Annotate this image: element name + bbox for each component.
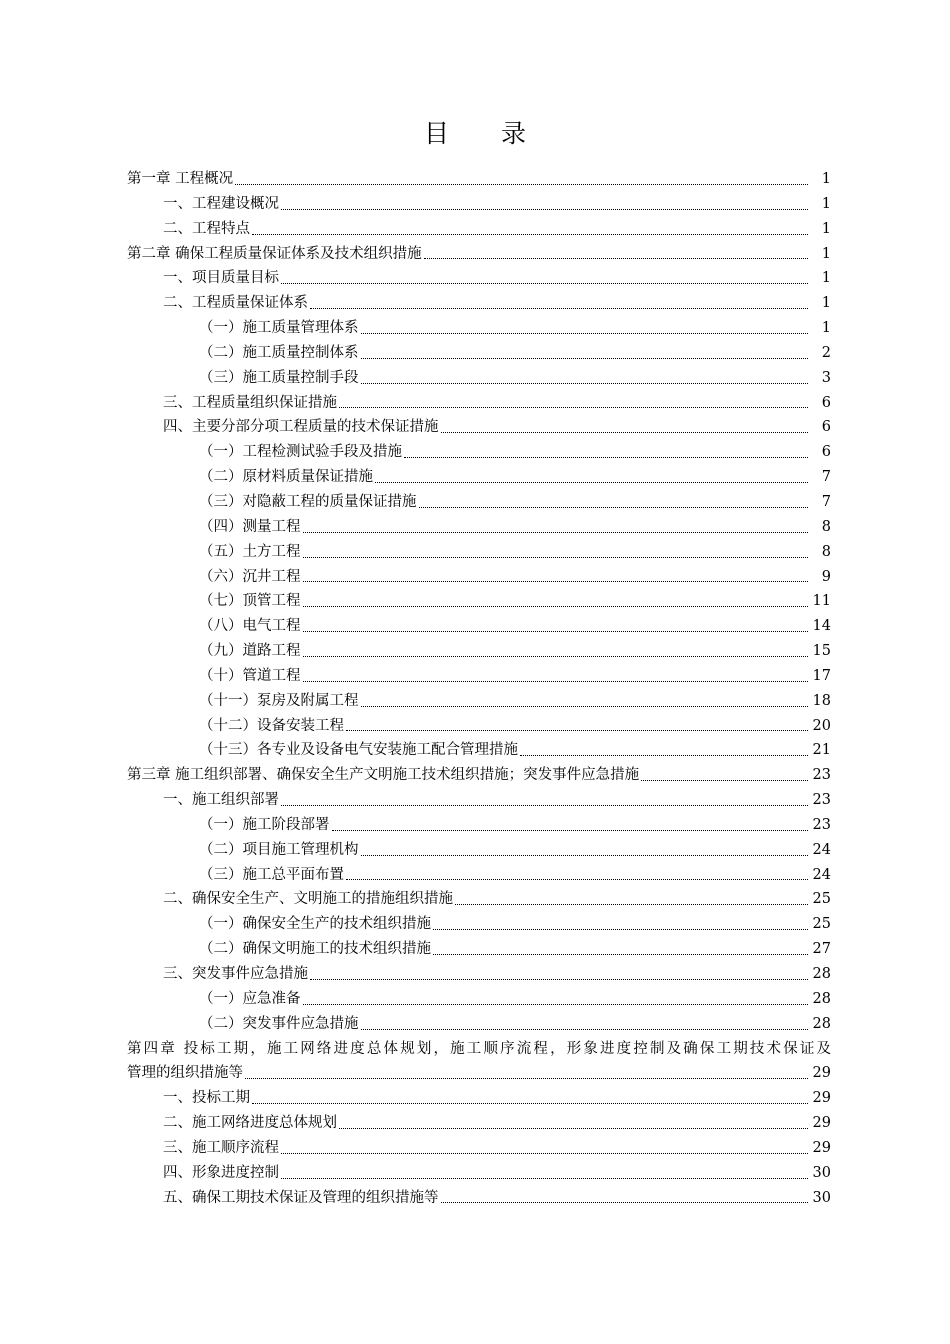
toc-entry[interactable]: [127, 192, 831, 217]
toc-entry[interactable]: [127, 291, 831, 316]
toc-dot-leader: [252, 1103, 808, 1104]
toc-dot-leader: [361, 333, 809, 334]
toc-entry-label: （八）电气工程: [199, 618, 301, 635]
toc-entry-page-number: 3: [821, 369, 831, 386]
toc-dot-leader: [361, 358, 809, 359]
toc-entry-label: 二、施工网络进度总体规划: [163, 1115, 337, 1132]
toc-entry[interactable]: [127, 217, 831, 242]
toc-entry-page-number: 6: [821, 394, 831, 411]
toc-entry-label: 第四章 投标工期，施工网络进度总体规划，施工顺序流程，形象进度控制及确保工期技术保证及: [127, 1040, 831, 1057]
toc-entry-label: 二、确保安全生产、文明施工的措施组织措施: [163, 891, 453, 908]
toc-entry-label: （二）突发事件应急措施: [199, 1015, 359, 1032]
toc-dot-leader: [303, 532, 809, 533]
toc-entry-page-number: 25: [812, 891, 831, 908]
toc-entry[interactable]: [127, 664, 831, 689]
toc-entry-label: （二）确保文明施工的技术组织措施: [199, 941, 431, 958]
toc-dot-leader: [339, 407, 808, 408]
toc-entry-label: 一、项目质量目标: [163, 270, 279, 287]
toc-entry-label: 三、施工顺序流程: [163, 1139, 279, 1156]
toc-entry[interactable]: [127, 242, 831, 267]
toc-entry-page-number: 1: [821, 320, 831, 337]
toc-dot-leader: [281, 209, 808, 210]
toc-entry-label: 二、工程特点: [163, 220, 250, 237]
toc-entry-label: （二）施工质量控制体系: [199, 344, 359, 361]
toc-entry[interactable]: [127, 515, 831, 540]
toc-dot-leader: [235, 184, 808, 185]
toc-dot-leader: [361, 1029, 809, 1030]
toc-entry-label: 第一章 工程概况: [127, 171, 234, 187]
toc-dot-leader: [339, 1128, 808, 1129]
toc-dot-leader: [252, 234, 808, 235]
toc-entry[interactable]: [127, 540, 831, 565]
toc-entry[interactable]: [127, 316, 831, 341]
toc-entry[interactable]: [127, 167, 831, 192]
toc-entry-page-number: 23: [812, 792, 831, 809]
toc-dot-leader: [455, 904, 808, 905]
toc-entry-label: （十）管道工程: [199, 667, 301, 684]
toc-entry-label: 三、突发事件应急措施: [163, 966, 308, 982]
toc-dot-leader: [303, 631, 809, 632]
toc-entry-page-number: 29: [812, 1115, 831, 1132]
toc-entry[interactable]: [127, 1037, 831, 1062]
toc-entry-label: 管理的组织措施等: [127, 1065, 243, 1082]
toc-entry-label: 第二章 确保工程质量保证体系及技术组织措施: [127, 245, 422, 262]
toc-entry-label: （六）沉井工程: [199, 568, 301, 585]
toc-entry-label: 一、施工组织部署: [163, 792, 279, 809]
toc-entry-label: （七）顶管工程: [199, 593, 301, 610]
toc-entry-page-number: 11: [812, 593, 831, 610]
toc-dot-leader: [303, 581, 809, 582]
toc-entry-label: （二）项目施工管理机构: [199, 841, 359, 858]
toc-entry[interactable]: [127, 589, 831, 614]
toc-entry[interactable]: [127, 465, 831, 490]
toc-entry[interactable]: [127, 962, 831, 987]
toc-dot-leader: [303, 656, 809, 657]
toc-entry-page-number: 30: [812, 1189, 831, 1206]
toc-entry-page-number: 29: [812, 1090, 831, 1107]
toc-dot-leader: [303, 681, 809, 682]
toc-entry[interactable]: [127, 341, 831, 366]
toc-entry[interactable]: [127, 1186, 831, 1211]
toc-entry[interactable]: [127, 391, 831, 416]
toc-dot-leader: [281, 805, 808, 806]
toc-dot-leader: [375, 482, 808, 483]
toc-dot-leader: [346, 730, 808, 731]
toc-dot-leader: [245, 1078, 808, 1079]
toc-entry-label: （九）道路工程: [199, 643, 301, 660]
toc-entry[interactable]: [127, 1161, 831, 1186]
toc-entry[interactable]: [127, 1136, 831, 1161]
toc-entry-label: 五、确保工期技术保证及管理的组织措施等: [163, 1189, 439, 1206]
toc-dot-leader: [303, 606, 809, 607]
toc-title: 目 录: [424, 119, 548, 148]
toc-entry-label: （十二）设备安装工程: [199, 717, 344, 734]
toc-entry-page-number: 15: [812, 643, 831, 660]
toc-entry-label: 一、工程建设概况: [163, 195, 279, 212]
toc-entry-label: 第三章 施工组织部署、确保安全生产文明施工技术组织措施；突发事件应急措施: [127, 767, 640, 784]
toc-entry-page-number: 18: [812, 692, 831, 709]
toc-entry[interactable]: [127, 912, 831, 937]
toc-entry-label: （三）对隐蔽工程的质量保证措施: [199, 493, 417, 510]
toc-entry[interactable]: [127, 887, 831, 912]
toc-entry-page-number: 28: [812, 990, 831, 1007]
toc-dot-leader: [361, 855, 809, 856]
toc-dot-leader: [433, 929, 808, 930]
toc-dot-leader: [332, 830, 809, 831]
toc-entry-label: （一）施工质量管理体系: [199, 320, 359, 337]
toc-entry[interactable]: [127, 1061, 831, 1086]
toc-entry-page-number: 24: [812, 841, 831, 858]
toc-entry[interactable]: [127, 738, 831, 763]
toc-entry-page-number: 20: [812, 717, 831, 734]
toc-entry-page-number: 29: [812, 1065, 831, 1082]
toc-entry-page-number: 1: [821, 270, 831, 287]
toc-entry[interactable]: [127, 639, 831, 664]
toc-dot-leader: [281, 1178, 808, 1179]
toc-dot-leader: [310, 308, 808, 309]
toc-entry[interactable]: [127, 266, 831, 291]
toc-entry-page-number: 21: [812, 742, 831, 759]
toc-entry-page-number: 7: [821, 493, 831, 510]
toc-dot-leader: [303, 1004, 809, 1005]
toc-entry[interactable]: [127, 788, 831, 813]
toc-entry[interactable]: [127, 490, 831, 515]
toc-entry-page-number: 23: [812, 767, 831, 784]
toc-dot-leader: [281, 1153, 808, 1154]
toc-entry-page-number: 6: [821, 419, 831, 436]
toc-dot-leader: [303, 557, 809, 558]
toc-entry[interactable]: [127, 1086, 831, 1111]
toc-entry-label: （三）施工质量控制手段: [199, 369, 359, 386]
toc-entry-label: （五）土方工程: [199, 543, 301, 560]
toc-entry[interactable]: [127, 937, 831, 962]
toc-dot-leader: [441, 432, 809, 433]
toc-dot-leader: [310, 979, 808, 980]
toc-entry-label: （二）原材料质量保证措施: [199, 469, 373, 486]
toc-entry-page-number: 24: [812, 866, 831, 883]
toc-entry[interactable]: [127, 440, 831, 465]
toc-entry-label: 四、主要分部分项工程质量的技术保证措施: [163, 419, 439, 436]
toc-entry-label: （十一）泵房及附属工程: [199, 692, 359, 709]
toc-entry-page-number: 1: [821, 195, 831, 212]
toc-dot-leader: [281, 283, 808, 284]
toc-entry-page-number: 9: [821, 568, 831, 585]
toc-entry[interactable]: [127, 987, 831, 1012]
toc-entry-page-number: 23: [812, 816, 831, 833]
toc-entry-page-number: 8: [821, 543, 831, 560]
toc-dot-leader: [641, 780, 808, 781]
toc-dot-leader: [433, 954, 808, 955]
toc-entry-label: 三、工程质量组织保证措施: [163, 394, 337, 411]
toc-entry-page-number: 6: [821, 444, 831, 461]
toc-entry-page-number: 30: [812, 1164, 831, 1181]
toc-entry-page-number: 1: [821, 220, 831, 237]
toc-entry-page-number: 28: [812, 1015, 831, 1032]
toc-entry[interactable]: [127, 415, 831, 440]
toc-entry-page-number: 2: [821, 344, 831, 361]
toc-entry-page-number: 25: [812, 916, 831, 933]
toc-entry-page-number: 14: [812, 618, 831, 635]
toc-dot-leader: [441, 1202, 809, 1203]
toc-dot-leader: [419, 507, 809, 508]
toc-entry[interactable]: [127, 565, 831, 590]
toc-entry[interactable]: [127, 366, 831, 391]
toc-entry[interactable]: [127, 1111, 831, 1136]
toc-entry-page-number: 17: [812, 667, 831, 684]
toc-entry-label: （十三）各专业及设备电气安装施工配合管理措施: [199, 742, 518, 759]
toc-entry-page-number: 28: [812, 966, 831, 982]
toc-entry-page-number: 1: [821, 171, 831, 187]
toc-entry-page-number: 1: [821, 295, 831, 312]
toc-entry-page-number: 27: [812, 941, 831, 958]
toc-entry[interactable]: [127, 863, 831, 888]
toc-entry-label: （三）施工总平面布置: [199, 866, 344, 883]
toc-dot-leader: [404, 457, 808, 458]
toc-entry[interactable]: [127, 1012, 831, 1037]
toc-entry-page-number: 8: [821, 518, 831, 535]
table-of-contents: [127, 167, 831, 1210]
toc-entry-label: （一）确保安全生产的技术组织措施: [199, 916, 431, 933]
toc-dot-leader: [361, 706, 809, 707]
toc-entry-label: （一）应急准备: [199, 990, 301, 1007]
toc-entry-label: （四）测量工程: [199, 518, 301, 535]
toc-dot-leader: [520, 755, 808, 756]
toc-entry-page-number: 1: [821, 245, 831, 262]
toc-entry-label: （一）施工阶段部署: [199, 816, 330, 833]
toc-dot-leader: [424, 258, 808, 259]
toc-entry[interactable]: [127, 689, 831, 714]
toc-dot-leader: [346, 879, 808, 880]
toc-entry[interactable]: [127, 614, 831, 639]
toc-entry-label: 二、工程质量保证体系: [163, 295, 308, 312]
toc-entry-label: 一、投标工期: [163, 1090, 250, 1107]
toc-entry-label: （一）工程检测试验手段及措施: [199, 444, 402, 461]
toc-entry[interactable]: [127, 763, 831, 788]
toc-entry[interactable]: [127, 838, 831, 863]
toc-entry[interactable]: [127, 813, 831, 838]
toc-entry-label: 四、形象进度控制: [163, 1164, 279, 1181]
toc-dot-leader: [361, 383, 809, 384]
toc-entry-page-number: 7: [821, 469, 831, 486]
toc-entry[interactable]: [127, 714, 831, 739]
toc-entry-page-number: 29: [812, 1139, 831, 1156]
